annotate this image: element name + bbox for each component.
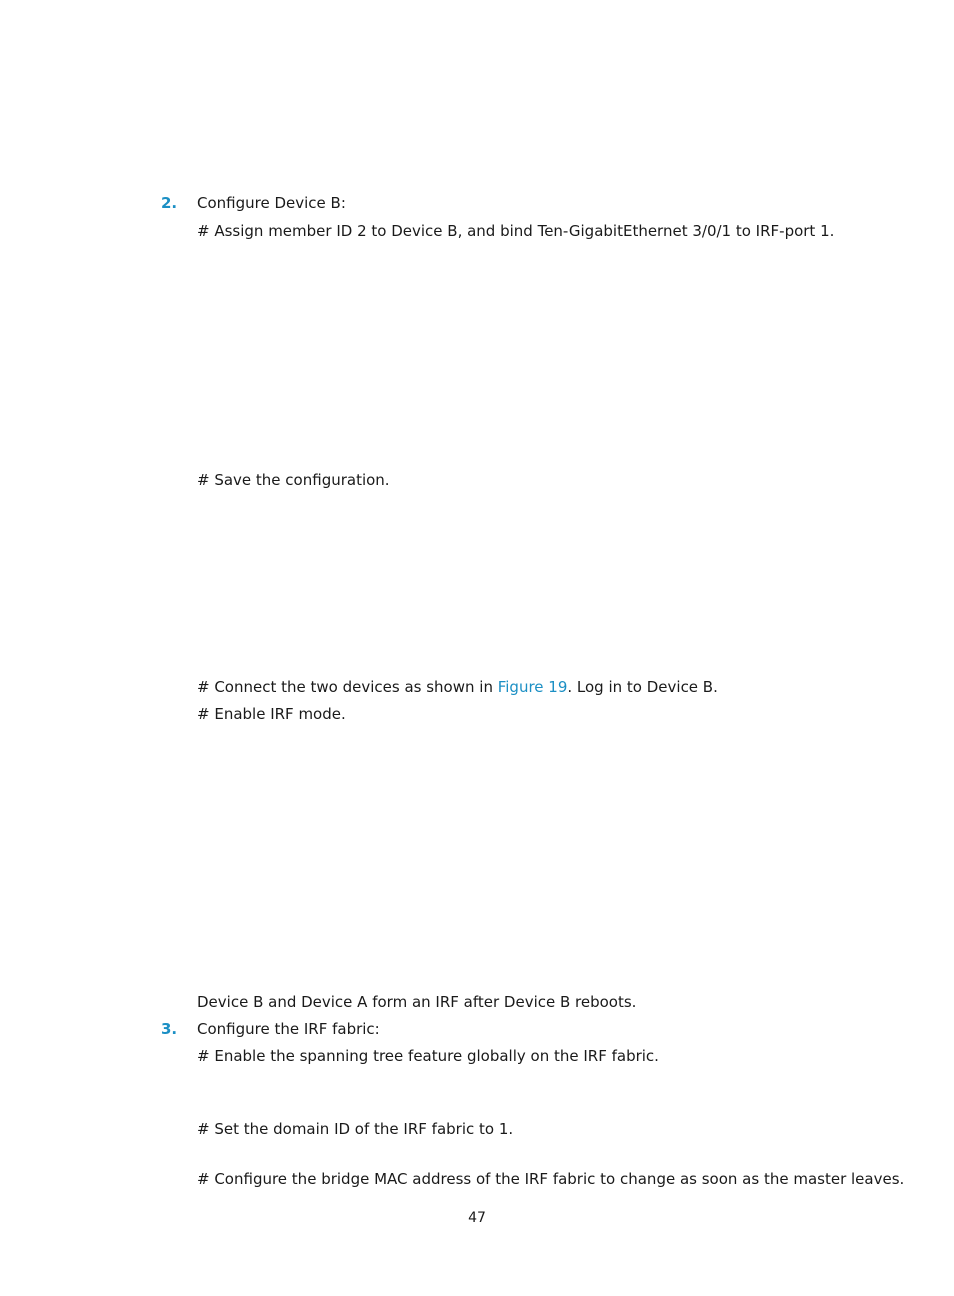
result-irf-formed: Device B and Device A form an IRF after Device B reboots. — [197, 993, 637, 1011]
connect-text-after: . Log in to Device B. — [567, 678, 718, 696]
instruction-connect-devices — [197, 678, 718, 696]
instruction-enable-stp: # Enable the spanning tree feature globally on the IRF fabric. — [197, 1047, 659, 1065]
figure-19-link[interactable]: Figure 19 — [497, 678, 568, 696]
step-title-configure-irf-fabric: Configure the IRF fabric: — [197, 1020, 380, 1038]
connect-text-before: # Connect the two devices as shown in — [197, 678, 498, 696]
page-number: 47 — [468, 1210, 486, 1226]
instruction-set-domain-id: # Set the domain ID of the IRF fabric to 1. — [197, 1120, 514, 1138]
instruction-assign-member-id: # Assign member ID 2 to Device B, and bind Ten-GigabitEthernet 3/0/1 to IRF-port 1. — [197, 222, 835, 240]
step-number-2: 2. — [161, 194, 178, 212]
step-title-configure-device-b: Configure Device B: — [197, 194, 346, 212]
instruction-bridge-mac: # Configure the bridge MAC address of the IRF fabric to change as soon as the master leaves. — [197, 1170, 905, 1188]
instruction-save-config: # Save the configuration. — [197, 471, 390, 489]
step-number-3: 3. — [161, 1020, 178, 1038]
instruction-enable-irf-mode: # Enable IRF mode. — [197, 705, 346, 723]
